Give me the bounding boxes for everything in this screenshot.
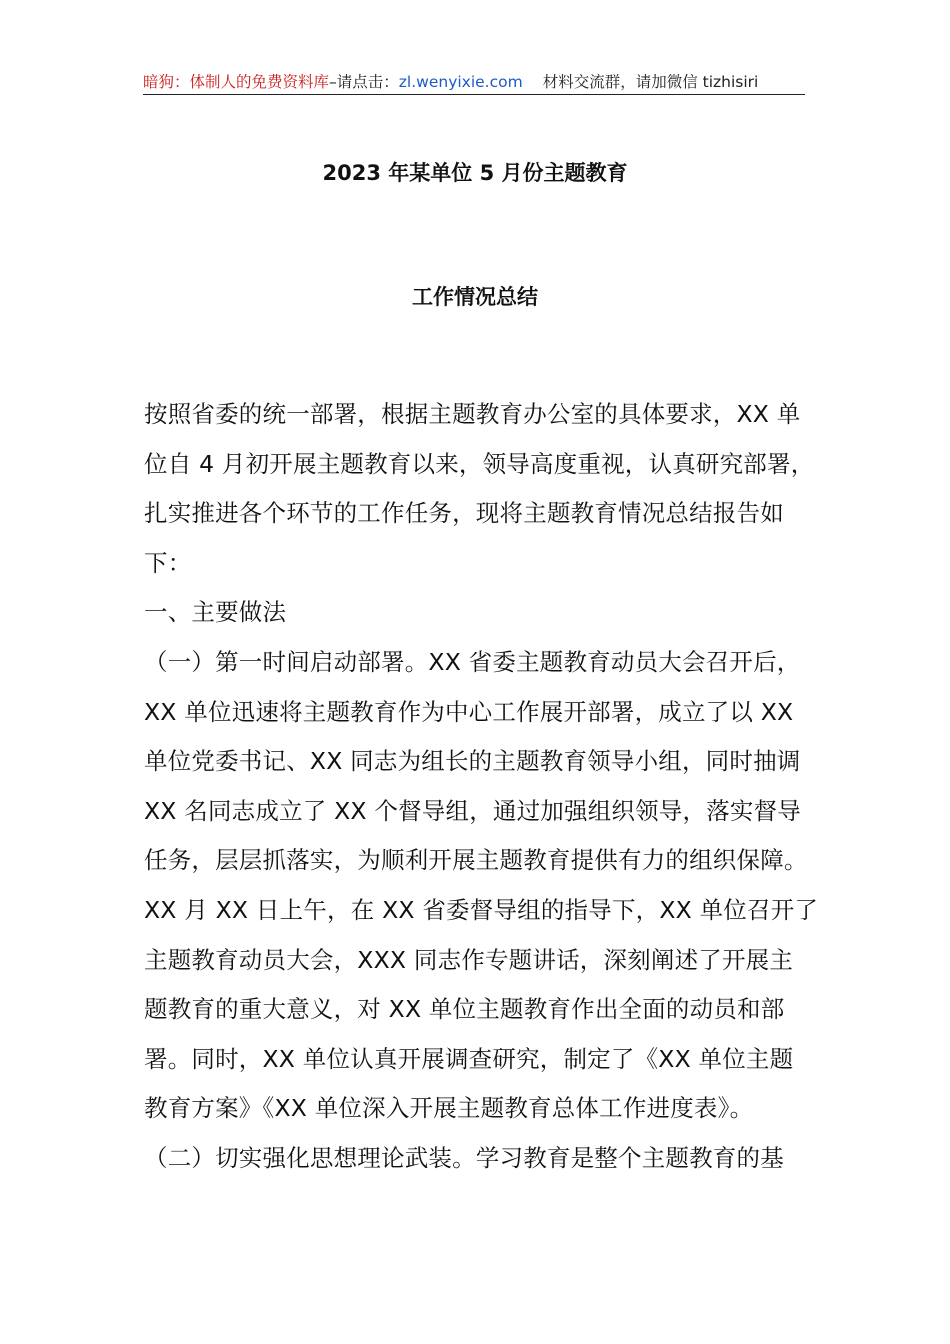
page-header — [143, 70, 805, 95]
body-line: 任务，层层抓落实，为顺利开展主题教育提供有力的组织保障。 — [144, 846, 808, 875]
header-brand: 暗狗：体制人的免费资料库 — [143, 73, 330, 91]
body-line: 署。同时，XX 单位认真开展调查研究，制定了《XX 单位主题 — [144, 1044, 794, 1073]
body-line: 位自 4 月初开展主题教育以来，领导高度重视，认真研究部署， — [144, 449, 815, 478]
body-line: XX 单位迅速将主题教育作为中心工作展开部署，成立了以 XX — [144, 697, 794, 726]
body-line: 按照省委的统一部署，根据主题教育办公室的具体要求，XX 单 — [144, 400, 801, 428]
header-click-prefix: –请点击： — [329, 73, 399, 91]
document-title-line2: 工作情况总结 — [412, 285, 538, 309]
body-line: XX 月 XX 日上午，在 XX 省委督导组的指导下，XX 单位召开了 — [144, 895, 819, 924]
body-line: （二）切实强化思想理论武装。学习教育是整个主题教育的基 — [144, 1143, 784, 1172]
document-body — [144, 390, 819, 1184]
body-line: 单位党委书记、XX 同志为组长的主题教育领导小组，同时抽调 — [144, 747, 801, 776]
body-line: 扎实推进各个环节的工作任务，现将主题教育情况总结报告如 — [144, 499, 784, 528]
header-wechat-note: 材料交流群，请加微信 tizhisiri — [542, 73, 759, 91]
body-line: 主题教育动员大会，XXX 同志作专题讲话，深刻阐述了开展主 — [144, 945, 794, 974]
body-line: XX 名同志成立了 XX 个督导组，通过加强组织领导，落实督导 — [144, 796, 802, 825]
header-url-link[interactable]: zl.wenyixie.com — [398, 73, 523, 91]
body-line: 教育方案》《XX 单位深入开展主题教育总体工作进度表》。 — [144, 1094, 754, 1123]
body-line: 题教育的重大意义，对 XX 单位主题教育作出全面的动员和部 — [144, 995, 785, 1024]
document-title-line1: 2023 年某单位 5 月份主题教育 — [322, 161, 628, 185]
body-line: （一）第一时间启动部署。XX 省委主题教育动员大会召开后， — [144, 647, 801, 676]
body-line: 下： — [144, 548, 192, 577]
section-heading: 一、主要做法 — [144, 598, 287, 627]
